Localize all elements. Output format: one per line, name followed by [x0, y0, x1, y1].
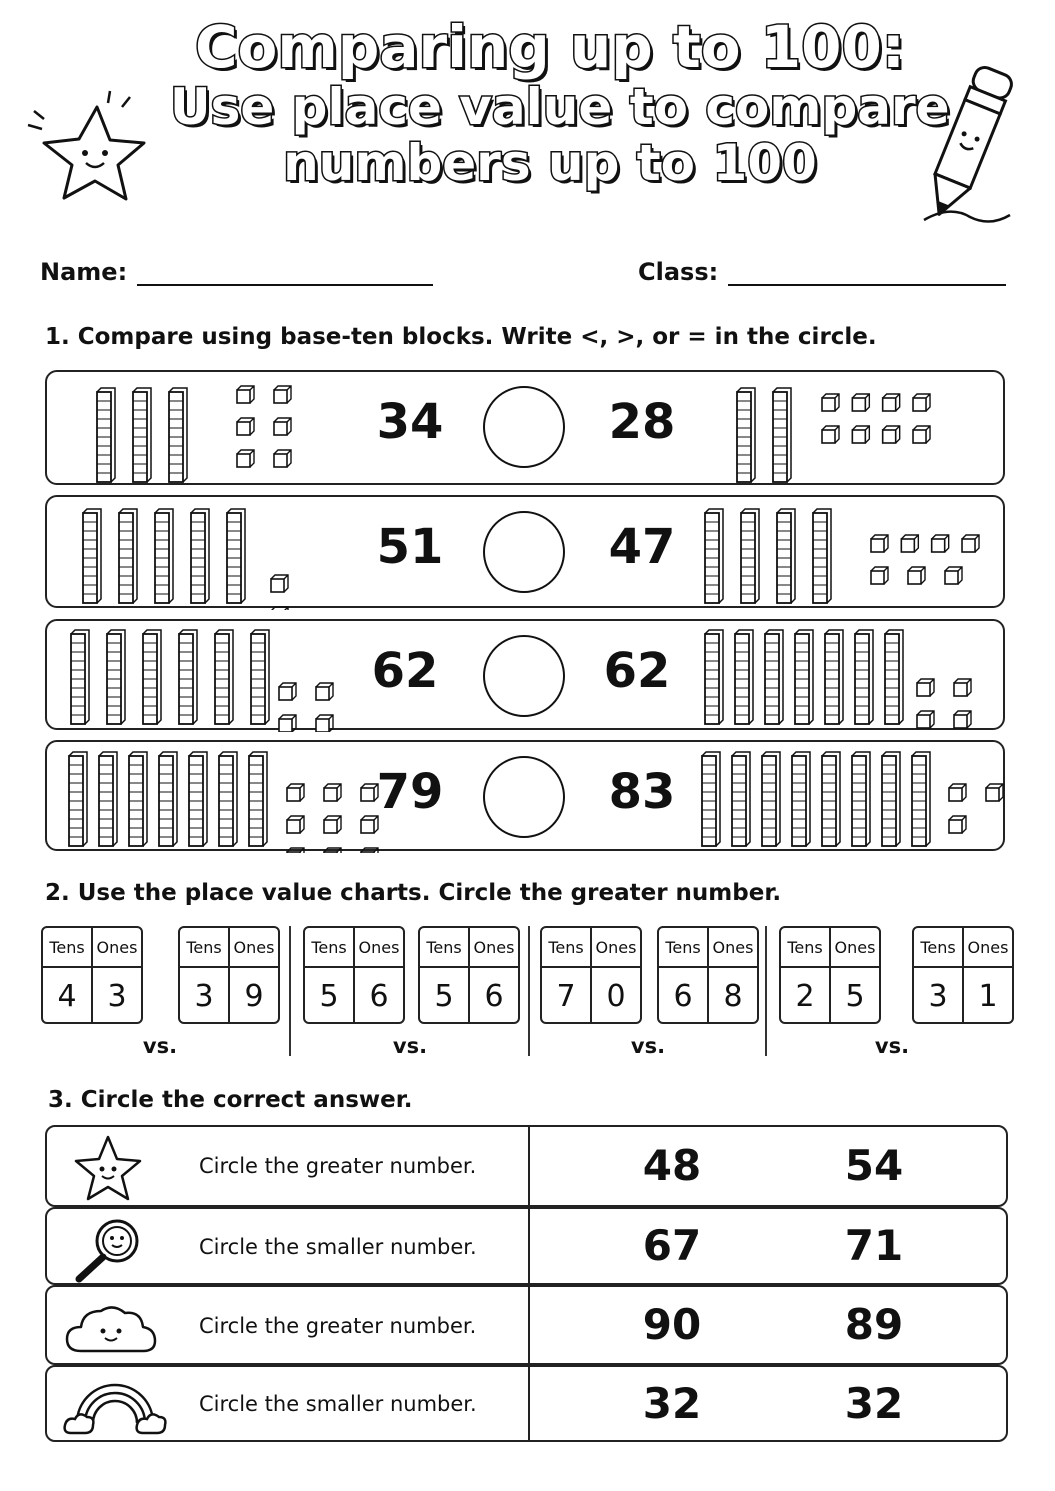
- column-divider: [528, 1285, 530, 1365]
- class-label: Class:: [638, 258, 719, 286]
- left-number: 79: [376, 764, 444, 820]
- ten-rod: [69, 752, 87, 846]
- ten-rod: [773, 388, 791, 482]
- one-cube: [871, 567, 888, 584]
- vs-label: vs.: [392, 1034, 428, 1058]
- ten-rod: [777, 509, 795, 603]
- tens-digit: 2: [781, 968, 831, 1024]
- one-cube: [274, 450, 291, 467]
- one-cube: [883, 394, 900, 411]
- one-cube: [237, 386, 254, 403]
- ten-rod: [882, 752, 900, 846]
- tens-digit: 5: [305, 968, 355, 1024]
- tens-digit: 6: [659, 968, 709, 1024]
- ones-digit: 0: [606, 978, 626, 1014]
- answer-circle[interactable]: [483, 386, 565, 468]
- name-blank[interactable]: [137, 258, 433, 286]
- one-cube: [949, 816, 966, 833]
- section-2-title: 2. Use the place value charts. Circle the greater number.: [45, 880, 782, 906]
- ten-rod: [99, 752, 117, 846]
- tens-digit: 5: [420, 968, 470, 1024]
- left-number: 51: [376, 519, 444, 575]
- title-line-1: Comparing up to 100:: [194, 13, 906, 81]
- one-cube: [237, 418, 254, 435]
- ones-digit: 6: [484, 978, 504, 1014]
- ten-rod: [249, 752, 267, 846]
- ones-header: Ones: [967, 937, 1009, 957]
- answer-row-3: [45, 1285, 1008, 1365]
- ten-rod: [741, 509, 759, 603]
- ten-rod: [97, 388, 115, 482]
- ten-rod: [795, 630, 813, 724]
- column-divider: [528, 1125, 530, 1207]
- ones-digit: 9: [244, 978, 264, 1014]
- star-icon: [63, 1133, 143, 1203]
- prompt-text: Circle the greater number.: [199, 1154, 477, 1178]
- class-field[interactable]: [638, 258, 1006, 286]
- ones-digit: 3: [107, 978, 127, 1014]
- place-value-chart[interactable]: [657, 926, 759, 1024]
- ten-rod: [133, 388, 151, 482]
- one-cube: [324, 784, 341, 801]
- ones-header: Ones: [595, 937, 637, 957]
- name-label: Name:: [40, 258, 128, 286]
- one-cube: [287, 784, 304, 801]
- ten-rod: [855, 630, 873, 724]
- one-cube: [852, 426, 869, 443]
- compare-row-3: [45, 619, 1005, 730]
- ones-digit: 5: [845, 978, 865, 1014]
- ten-rod: [702, 752, 720, 846]
- option-a[interactable]: 48: [642, 1141, 702, 1190]
- ten-rod: [792, 752, 810, 846]
- ten-rod: [83, 509, 101, 603]
- option-a[interactable]: 32: [642, 1379, 702, 1428]
- one-cube: [852, 394, 869, 411]
- tens-digit: 3: [914, 968, 964, 1024]
- compare-row-4: [45, 740, 1005, 851]
- place-value-chart[interactable]: [912, 926, 1014, 1024]
- one-cube: [279, 683, 296, 700]
- divider: [765, 926, 767, 1056]
- one-cube: [316, 715, 333, 732]
- one-cube: [932, 535, 949, 552]
- tens-header: Tens: [781, 928, 831, 966]
- smiling-star-icon: [22, 85, 157, 215]
- ones-header: Ones: [473, 937, 515, 957]
- tens-header: Tens: [43, 928, 93, 966]
- ten-rod: [822, 752, 840, 846]
- one-cube: [822, 394, 839, 411]
- one-cube: [871, 535, 888, 552]
- tens-digit: 4: [43, 968, 93, 1024]
- ten-rod: [143, 630, 161, 724]
- ten-rod: [191, 509, 209, 603]
- place-value-chart[interactable]: [779, 926, 881, 1024]
- ten-rod: [107, 630, 125, 724]
- ten-rod: [215, 630, 233, 724]
- compare-row-1: [45, 370, 1005, 485]
- ten-rod: [71, 630, 89, 724]
- ones-header: Ones: [358, 937, 400, 957]
- right-number: 47: [608, 519, 676, 575]
- ten-rod: [737, 388, 755, 482]
- tens-digit: 7: [542, 968, 592, 1024]
- option-b[interactable]: 54: [844, 1141, 904, 1190]
- one-cube: [945, 567, 962, 584]
- right-number: 28: [608, 394, 676, 450]
- one-cube: [917, 679, 934, 696]
- ten-rod: [705, 509, 723, 603]
- one-cube: [271, 607, 288, 610]
- ones-digit: 6: [369, 978, 389, 1014]
- one-cube: [913, 394, 930, 411]
- title-line-3: numbers up to 100: [283, 134, 817, 192]
- answer-circle[interactable]: [483, 511, 565, 593]
- one-cube: [237, 450, 254, 467]
- one-cube: [949, 784, 966, 801]
- one-cube: [986, 784, 1003, 801]
- column-divider: [528, 1365, 530, 1442]
- section-3-title: 3. Circle the correct answer.: [48, 1087, 413, 1113]
- ten-rod: [735, 630, 753, 724]
- one-cube: [917, 711, 934, 728]
- one-cube: [274, 386, 291, 403]
- ones-header: Ones: [834, 937, 876, 957]
- cloud-icon: [63, 1299, 159, 1359]
- tens-header: Tens: [659, 928, 709, 966]
- one-cube: [954, 679, 971, 696]
- prompt-text: Circle the greater number.: [199, 1314, 477, 1338]
- one-cube: [279, 715, 296, 732]
- divider: [289, 926, 291, 1056]
- right-number: 83: [608, 764, 676, 820]
- ten-rod: [119, 509, 137, 603]
- one-cube: [361, 848, 378, 853]
- right-number: 62: [603, 643, 671, 699]
- ten-rod: [169, 388, 187, 482]
- answer-row-2: [45, 1207, 1008, 1285]
- ten-rod: [852, 752, 870, 846]
- section-1-title: 1. Compare using base-ten blocks. Write <, >, or = in the circle.: [45, 324, 877, 350]
- ones-header: Ones: [712, 937, 754, 957]
- ten-rod: [765, 630, 783, 724]
- option-b[interactable]: 89: [844, 1300, 904, 1349]
- ten-rod: [129, 752, 147, 846]
- ten-rod: [227, 509, 245, 603]
- column-divider: [528, 1207, 530, 1285]
- compare-row-2: [45, 495, 1005, 608]
- option-b[interactable]: 32: [844, 1379, 904, 1428]
- ten-rod: [885, 630, 903, 724]
- ones-header: Ones: [233, 937, 275, 957]
- one-cube: [324, 848, 341, 853]
- one-cube: [271, 575, 288, 592]
- one-cube: [822, 426, 839, 443]
- ten-rod: [179, 630, 197, 724]
- ten-rod: [825, 630, 843, 724]
- class-blank[interactable]: [728, 258, 1006, 286]
- ten-rod: [219, 752, 237, 846]
- tens-header: Tens: [542, 928, 592, 966]
- ten-rod: [155, 509, 173, 603]
- vs-label: vs.: [630, 1034, 666, 1058]
- one-cube: [287, 848, 304, 853]
- tens-digit: 3: [180, 968, 230, 1024]
- left-number: 34: [376, 394, 444, 450]
- title-line-2: Use place value to compare: [170, 78, 950, 136]
- place-value-chart[interactable]: [303, 926, 405, 1024]
- place-value-chart[interactable]: [540, 926, 642, 1024]
- one-cube: [324, 816, 341, 833]
- vs-label: vs.: [874, 1034, 910, 1058]
- option-a[interactable]: 90: [642, 1300, 702, 1349]
- place-value-chart[interactable]: [41, 926, 143, 1024]
- answer-row-4: [45, 1365, 1008, 1442]
- rainbow-icon: [63, 1373, 167, 1437]
- tens-header: Tens: [914, 928, 964, 966]
- smiling-pencil-icon: [910, 55, 1020, 235]
- ones-digit: 1: [978, 978, 998, 1014]
- one-cube: [962, 535, 979, 552]
- one-cube: [287, 816, 304, 833]
- one-cube: [901, 535, 918, 552]
- ten-rod: [732, 752, 750, 846]
- option-b[interactable]: 71: [844, 1221, 904, 1270]
- option-a[interactable]: 67: [642, 1221, 702, 1270]
- answer-circle[interactable]: [483, 635, 565, 717]
- ten-rod: [189, 752, 207, 846]
- left-number: 62: [371, 643, 439, 699]
- ones-digit: 8: [723, 978, 743, 1014]
- name-field[interactable]: [40, 258, 433, 286]
- ten-rod: [251, 630, 269, 724]
- divider: [528, 926, 530, 1056]
- worksheet-title: [170, 13, 950, 192]
- ones-header: Ones: [96, 937, 138, 957]
- answer-circle[interactable]: [483, 756, 565, 838]
- one-cube: [913, 426, 930, 443]
- magnifier-icon: [63, 1215, 143, 1283]
- prompt-text: Circle the smaller number.: [199, 1392, 477, 1416]
- ten-rod: [912, 752, 930, 846]
- one-cube: [954, 711, 971, 728]
- place-value-chart[interactable]: [178, 926, 280, 1024]
- ten-rod: [159, 752, 177, 846]
- one-cube: [274, 418, 291, 435]
- answer-row-1: [45, 1125, 1008, 1207]
- ten-rod: [813, 509, 831, 603]
- tens-header: Tens: [420, 928, 470, 966]
- place-value-chart[interactable]: [418, 926, 520, 1024]
- tens-header: Tens: [180, 928, 230, 966]
- ten-rod: [762, 752, 780, 846]
- vs-label: vs.: [142, 1034, 178, 1058]
- one-cube: [883, 426, 900, 443]
- tens-header: Tens: [305, 928, 355, 966]
- one-cube: [908, 567, 925, 584]
- ten-rod: [705, 630, 723, 724]
- prompt-text: Circle the smaller number.: [199, 1235, 477, 1259]
- one-cube: [316, 683, 333, 700]
